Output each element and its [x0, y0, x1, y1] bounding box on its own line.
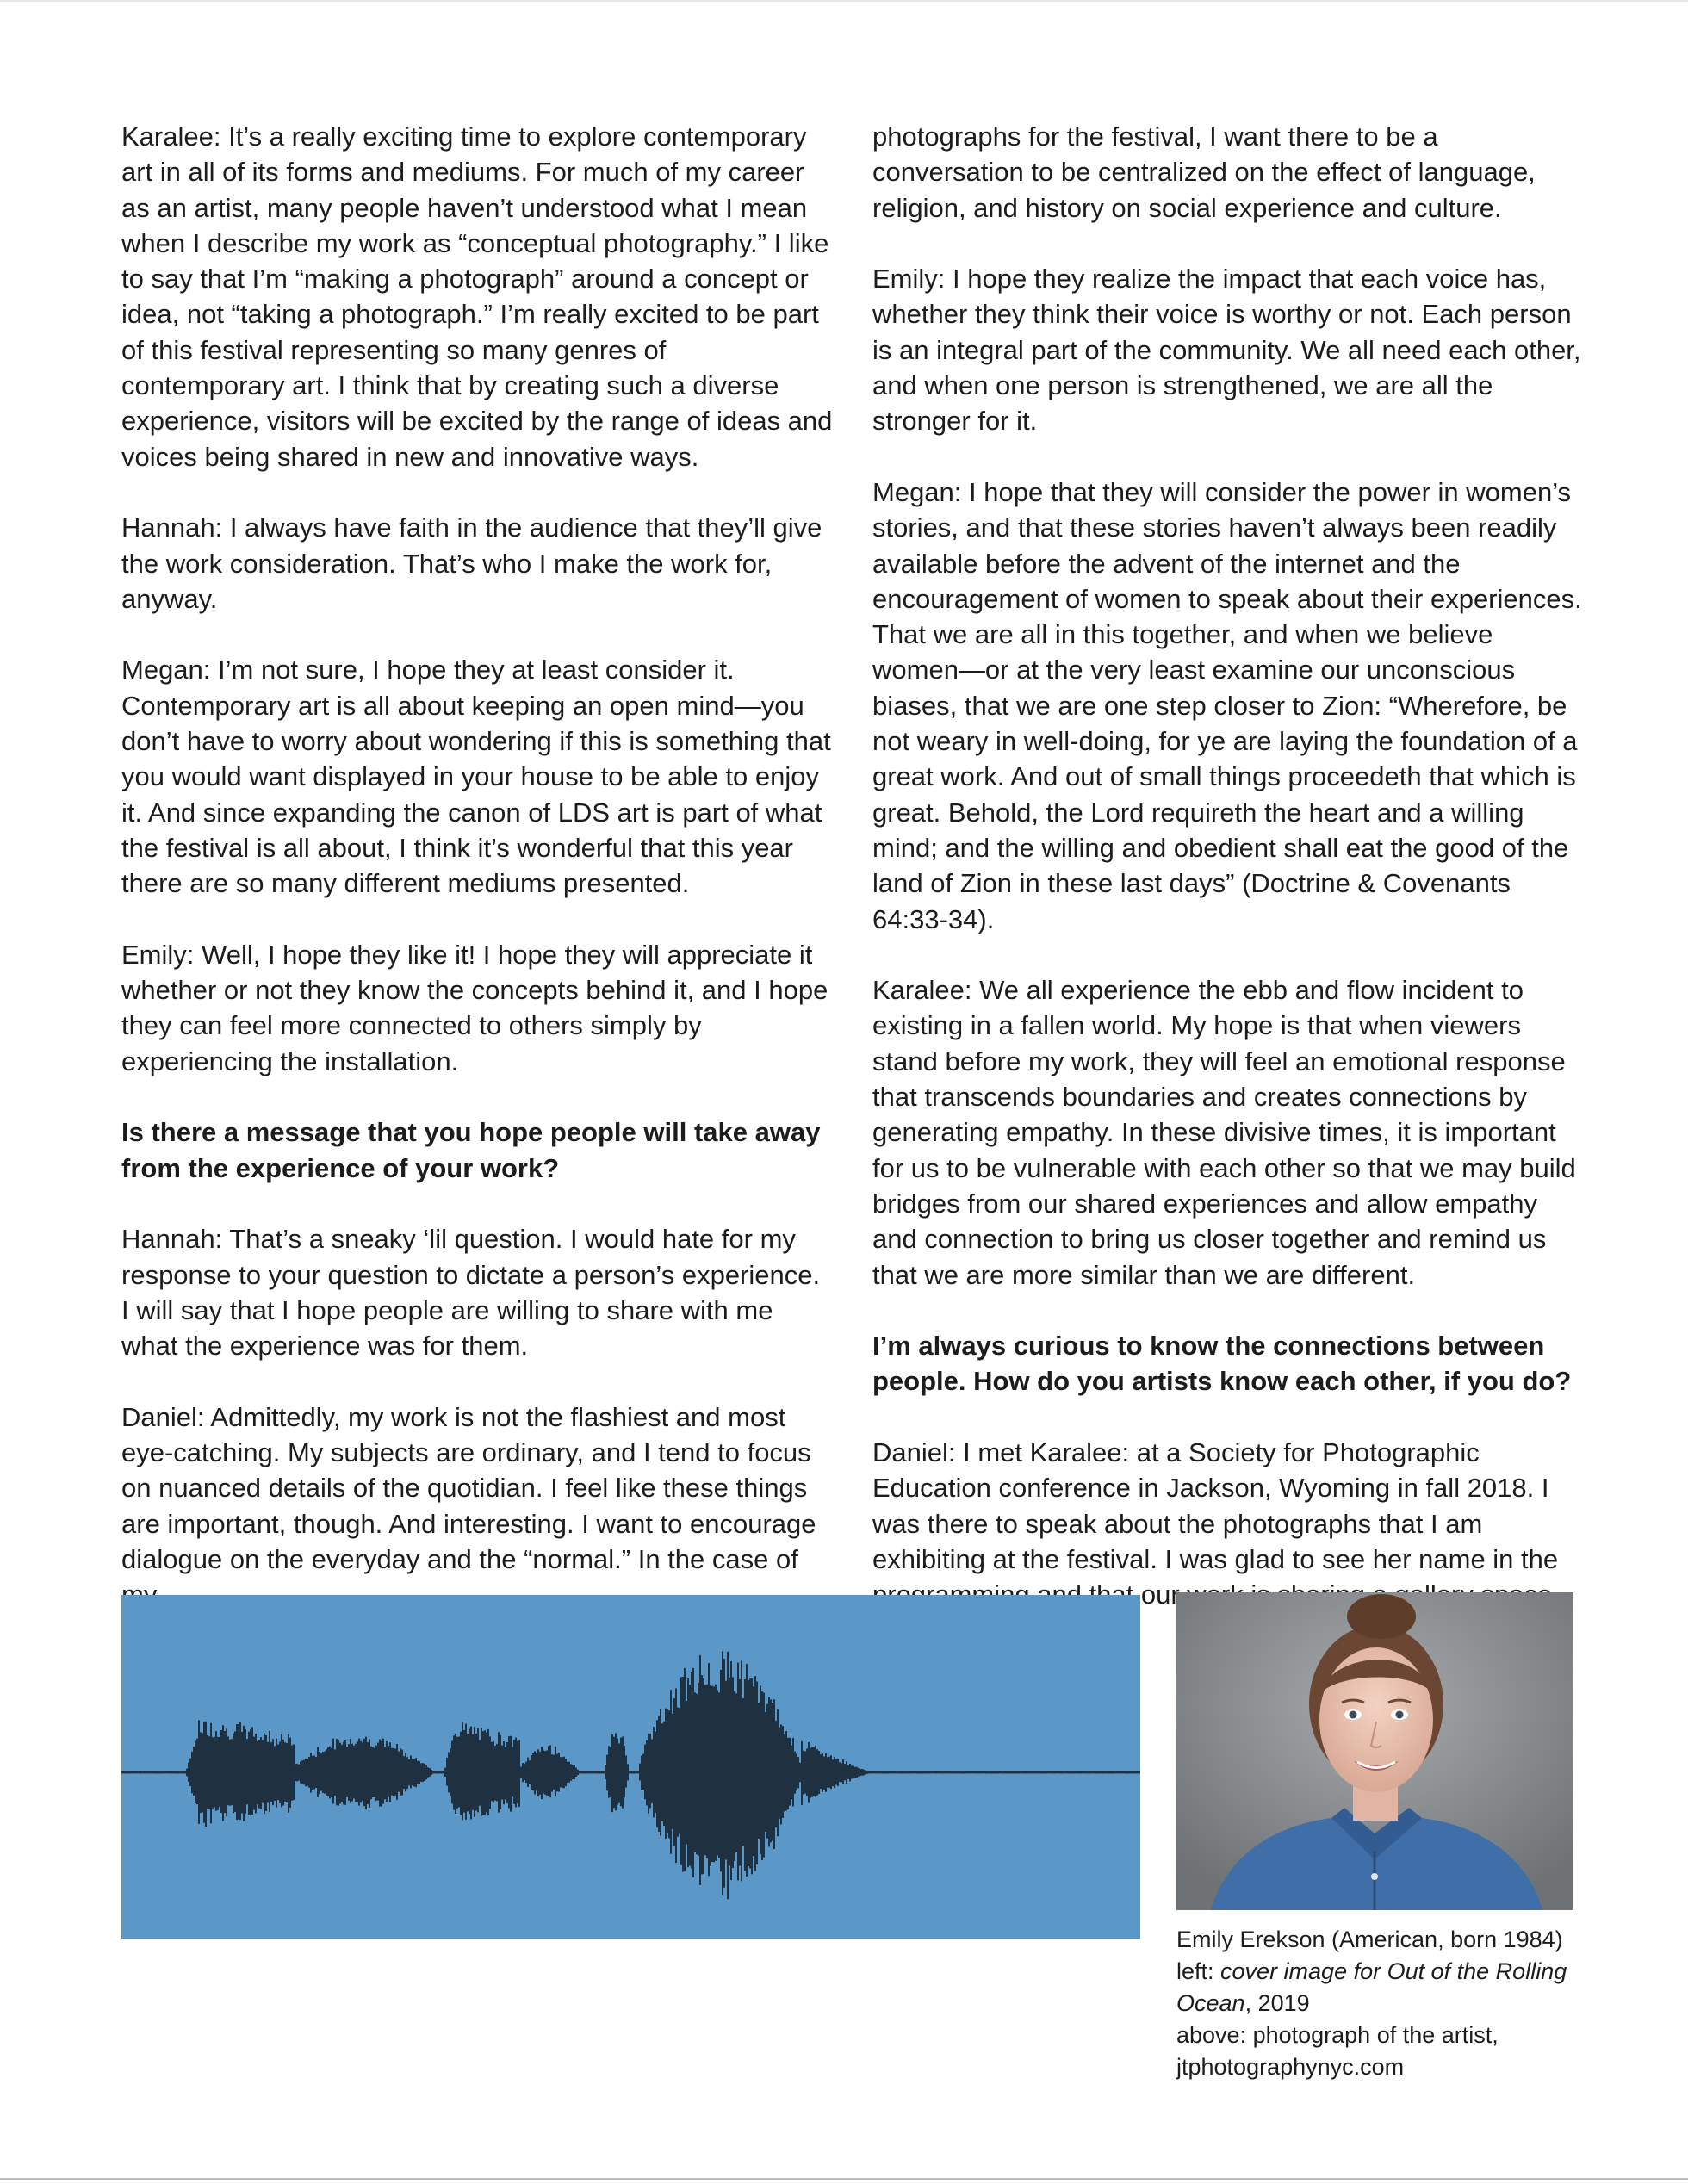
left-text-column [121, 119, 835, 1648]
paragraph-daniel-answer: Daniel: I met Karalee: at a Society for Photographic Education conference in Jackson, Wyoming in fall 2018. I was there to speak about the photographs that I am exhibiting at the festival. I was glad to see her name in the our [872, 1436, 1559, 1610]
caption-artist-line: Emily Erekson (American, born 1984) [1176, 1927, 1563, 1952]
paragraph-karalee-answer: Karalee: We all experience the ebb and flow incident to existing in a fallen world. My hope is that when viewers stand before my work, they will feel an emotional response that transcends boundaries and creates connections by generating empathy. In these divisive times, it is important for us to be vulnerable with each other so that we may build bridges from our shared experiences and allow empathy and connection to bring us closer together and remind us that we are more similar than we are different. [872, 975, 1576, 1290]
interview-question: I’m always curious to know the connections between people. How do you artists know each other, if you do? [872, 1331, 1572, 1397]
paragraph-hannah-answer: Hannah: I always have faith in the audience that they’ll give the work consideration. That’s who I make the work for, anyway. [121, 512, 822, 614]
image-caption [1176, 1924, 1581, 2083]
paragraph-daniel-answer: Daniel: Admittedly, my work is not the flashiest and most eye-catching. My subjects are ordinary, and I tend to focus on nuanced details of the quotidian. I feel like these things are important, though. And interesting. I want to encourage dialogue on the everyday and the “normal.” In the case of [121, 1401, 816, 1574]
caption-artwork-title: cover image for Out of the Rolling Ocean [1176, 1958, 1567, 2016]
artist-portrait-photo [1176, 1592, 1573, 1910]
paragraph-megan-answer: Megan: I’m not sure, I hope they at least consider it. Contemporary art is all about keeping an open mind—you don’t have to worry about wondering if this is something that you would want displayed in your house to be able to enjoy it. And since expanding the canon of LDS art is part of what the festival is all about, I think it’s wonderful that this year there are so many different mediums presented. [121, 655, 831, 899]
caption-artwork-year: , 2019 [1244, 1990, 1310, 2016]
paragraph-emily-answer: Emily: Well, I hope they like it! I hope they will appreciate it whether or not they know the concepts behind it, and I hope they can feel more connected to others simply by experiencing the installation. [121, 939, 828, 1076]
paragraph-hannah-answer: Hannah: That’s a sneaky ‘lil question. I would hate for my response to your question to dictate a person’s experience. I will say that I hope people are willing to share with me what the experience was for them. [121, 1224, 821, 1362]
right-text-column [872, 119, 1586, 1648]
paragraph-emily-answer: Emily: I hope they realize the impact that each voice has, whether they think their voice is worthy or not. Each person is an integral part of the community. We all need each other, and when one person is strengthened, we are all the stronger for it. [872, 264, 1581, 437]
caption-left-prefix: left: [1176, 1958, 1221, 1984]
page-bottom-rule [0, 2178, 1688, 2180]
caption-above-line: above: photograph of the artist, jtphotographynyc.com [1176, 2022, 1499, 2080]
paragraph-karalee-answer: Karalee: It’s a really exciting time to explore contemporary art in all of its forms and mediums. For much of my career as an artist, many people haven’t understood what I mean when I describe my work as “conceptual photography.” I like to say that I’m “making a photograph” around a concept or idea, not “taking a photograph.” I’m really excited to be part of this festival representing so many genres of contemporary art. I think that by creating such a diverse experience, visitors will be excited by the range of ideas and voices being shared in new and innovative ways. [121, 121, 833, 472]
waveform-artwork-image [121, 1595, 1140, 1939]
interview-question: Is there a message that you hope people will take away from the experience of your work? [121, 1117, 821, 1183]
page-top-rule [0, 0, 1688, 2]
paragraph-megan-answer: Megan: I hope that they will consider the power in women’s stories, and that these stories haven’t always been readily available before the advent of the internet and the encouragement of women to speak about their experiences. That we are all in this together, and when we believe women—or at the very least examine our unconscious biases, that we are one step closer to Zion: “Wherefore, be not weary in well-doing, for ye are laying the foundation of a great work. And out of small things proceedeth that which is great. Behold, the Lord requireth the heart and a willing mind; and the willing and obedient shall eat the good of the land of Zion in these last days” (Doctrine & Covenants 64:33-34). [872, 476, 1582, 934]
waveform-graphic [121, 1595, 1140, 1939]
caption-left-line [1176, 1956, 1581, 2020]
paragraph-daniel-answer-continued: photographs for the festival, I want there to be a conversation to be centralized on the effect of language, religion, and history on social experience and culture. [872, 121, 1536, 223]
portrait-illustration [1176, 1592, 1573, 1910]
